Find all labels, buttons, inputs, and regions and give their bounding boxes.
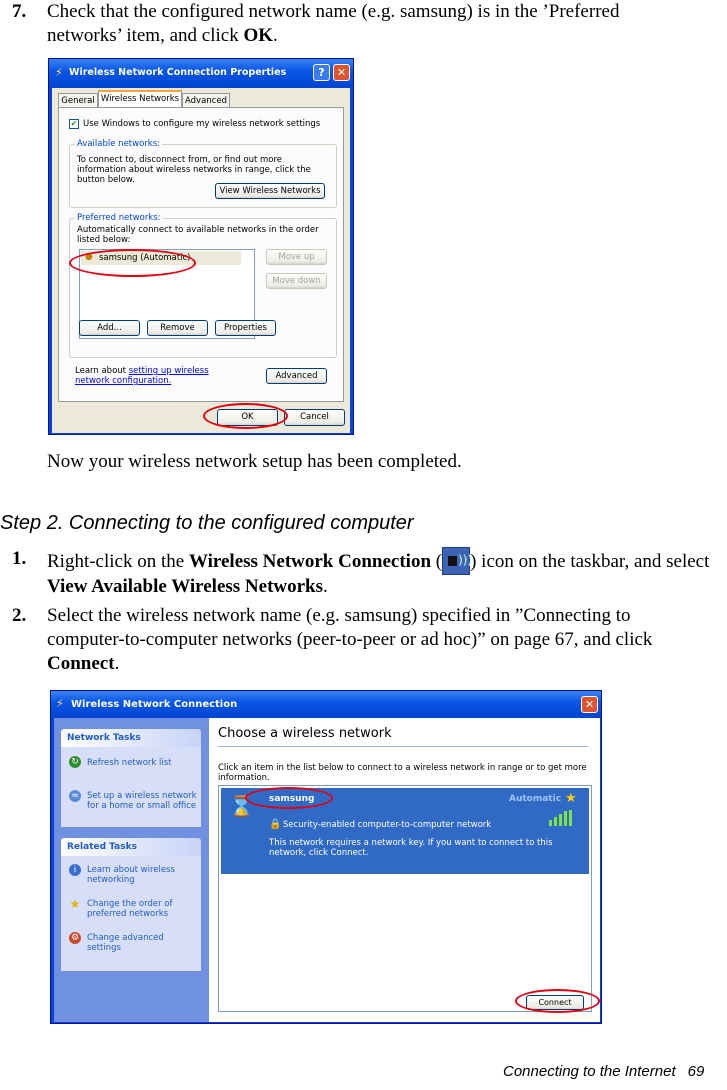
wireless-properties-dialog <box>48 58 354 435</box>
network-tasks-box <box>61 747 201 827</box>
step-text-end: . <box>114 653 120 674</box>
step-text-plain: Right-click on the <box>47 551 189 572</box>
wireless-connection-icon: ))) <box>442 547 470 575</box>
network-security: Security-enabled computer-to-computer network <box>283 820 492 830</box>
settings-icon: ⚙ <box>70 933 80 943</box>
task-setup-wireless-network[interactable]: Set up a wireless network for a home or small office <box>87 791 197 811</box>
move-down-button[interactable]: Move down <box>266 273 327 289</box>
tab-general[interactable]: General <box>58 93 98 107</box>
related-tasks-box <box>61 856 201 971</box>
network-icon: ⚡ <box>55 66 63 79</box>
task-learn-wireless[interactable]: Learn about wireless networking <box>87 865 175 885</box>
page-number: 69 <box>687 1063 705 1080</box>
step-text-plain: Check that the configured network name (e.g. samsung) is in the ’Preferred networks’ item, and click <box>47 1 620 46</box>
related-tasks-header <box>61 838 201 856</box>
learn-prefix: Learn about <box>75 366 126 376</box>
step-text-end: . <box>273 25 278 46</box>
step-text-bold: Wireless Network Connection <box>188 551 432 572</box>
add-button[interactable]: Add... <box>79 320 140 336</box>
dialog-titlebar <box>49 59 353 88</box>
step-text-bold: OK <box>243 25 274 46</box>
tab-wireless-networks[interactable]: Wireless Networks <box>98 90 182 107</box>
move-up-button[interactable]: Move up <box>266 249 327 265</box>
main-pane <box>209 718 600 1022</box>
cancel-button[interactable]: Cancel <box>284 409 345 426</box>
ok-button[interactable]: OK <box>217 409 278 426</box>
footer-text: Connecting to the Internet <box>503 1063 676 1080</box>
computer-network-icon: ⌛ <box>229 794 254 818</box>
step-text-plain: ( <box>431 551 443 572</box>
step-text-plain: Select the wireless network name (e.g. samsung) specified in ”Connecting to computer-to-computer networks (peer-to-peer or ad hoc)” on page 67, and click <box>47 605 653 650</box>
step-text-bold: View Available Wireless Networks <box>47 576 324 597</box>
task-change-advanced-settings[interactable]: Change advanced settings <box>87 933 164 953</box>
info-icon: i <box>69 864 81 876</box>
highlight-ellipse <box>245 787 333 809</box>
step-text <box>47 604 707 676</box>
remove-button[interactable]: Remove <box>147 320 208 336</box>
network-status: Automatic <box>509 794 562 804</box>
learn-about-text <box>75 366 245 386</box>
divider <box>218 746 588 747</box>
network-name: samsung <box>269 794 315 804</box>
step-text-plain: ) icon on the taskbar, and select <box>470 551 710 572</box>
section-heading: Step 2. Connecting to the configured computer <box>0 512 414 534</box>
step-text <box>47 547 727 599</box>
network-note: This network requires a network key. If you want to connect to this network, click Connect. <box>269 838 553 858</box>
step-number: 1. <box>12 548 27 569</box>
help-button[interactable]: ? <box>313 64 330 81</box>
step-text <box>47 0 687 48</box>
learn-link[interactable]: setting up wireless network configuration. <box>75 366 209 386</box>
star-icon: ★ <box>69 897 81 911</box>
list-item-label: samsung (Automatic) <box>99 253 191 263</box>
highlight-ellipse <box>515 989 600 1013</box>
task-pane <box>54 718 209 1022</box>
highlight-ellipse <box>203 403 288 429</box>
wireless-icon: ⚡ <box>56 697 64 710</box>
advanced-button[interactable]: Advanced <box>266 368 327 384</box>
connect-button[interactable]: Connect <box>526 995 584 1010</box>
instruction-text: Click an item in the list below to connect to a wireless network in range or to get more information. <box>218 763 587 783</box>
page-title: Choose a wireless network <box>218 726 392 741</box>
network-tasks-header <box>61 729 201 747</box>
ad-hoc-network-icon: ● <box>85 252 93 262</box>
footer <box>503 1063 704 1080</box>
step-number: 7. <box>12 1 27 22</box>
step-number: 2. <box>12 605 27 626</box>
task-change-order[interactable]: Change the order of preferred networks <box>87 899 173 919</box>
signal-strength-icon <box>549 810 573 826</box>
related-tasks-title: Related Tasks <box>67 842 137 852</box>
available-networks-description: To connect to, disconnect from, or find out more information about wireless networks in range, click the button below. <box>77 155 311 185</box>
close-button[interactable]: ✕ <box>581 696 598 713</box>
view-wireless-networks-button[interactable]: View Wireless Networks <box>215 183 325 199</box>
wireless-network-connection-window <box>50 690 602 1024</box>
task-refresh-network-list[interactable]: Refresh network list <box>87 758 172 768</box>
use-windows-label: Use Windows to configure my wireless network settings <box>83 119 321 129</box>
network-list[interactable] <box>218 785 592 1012</box>
preferred-networks-legend: Preferred networks: <box>77 213 161 223</box>
highlight-ellipse <box>69 249 196 277</box>
window-titlebar <box>51 691 601 718</box>
properties-button[interactable]: Properties <box>215 320 276 336</box>
preferred-networks-description: Automatically connect to available networks in the order listed below: <box>77 225 319 245</box>
tab-advanced[interactable]: Advanced <box>182 93 230 107</box>
setup-network-icon: ≈ <box>69 790 81 802</box>
preferred-star-icon: ★ <box>565 791 577 806</box>
close-button[interactable]: ✕ <box>333 64 350 81</box>
step-text-bold: Connect <box>47 653 115 674</box>
network-tasks-title: Network Tasks <box>67 733 141 743</box>
step-text-end: . <box>323 576 328 597</box>
dialog-title: Wireless Network Connection Properties <box>69 67 287 78</box>
window-title: Wireless Network Connection <box>71 699 238 710</box>
available-networks-legend: Available networks: <box>77 139 160 149</box>
completion-text: Now your wireless network setup has been completed. <box>47 451 462 472</box>
lock-icon: 🔒 <box>269 819 282 830</box>
use-windows-checkbox[interactable]: ✔ <box>70 119 78 128</box>
refresh-icon: ↻ <box>69 756 81 768</box>
